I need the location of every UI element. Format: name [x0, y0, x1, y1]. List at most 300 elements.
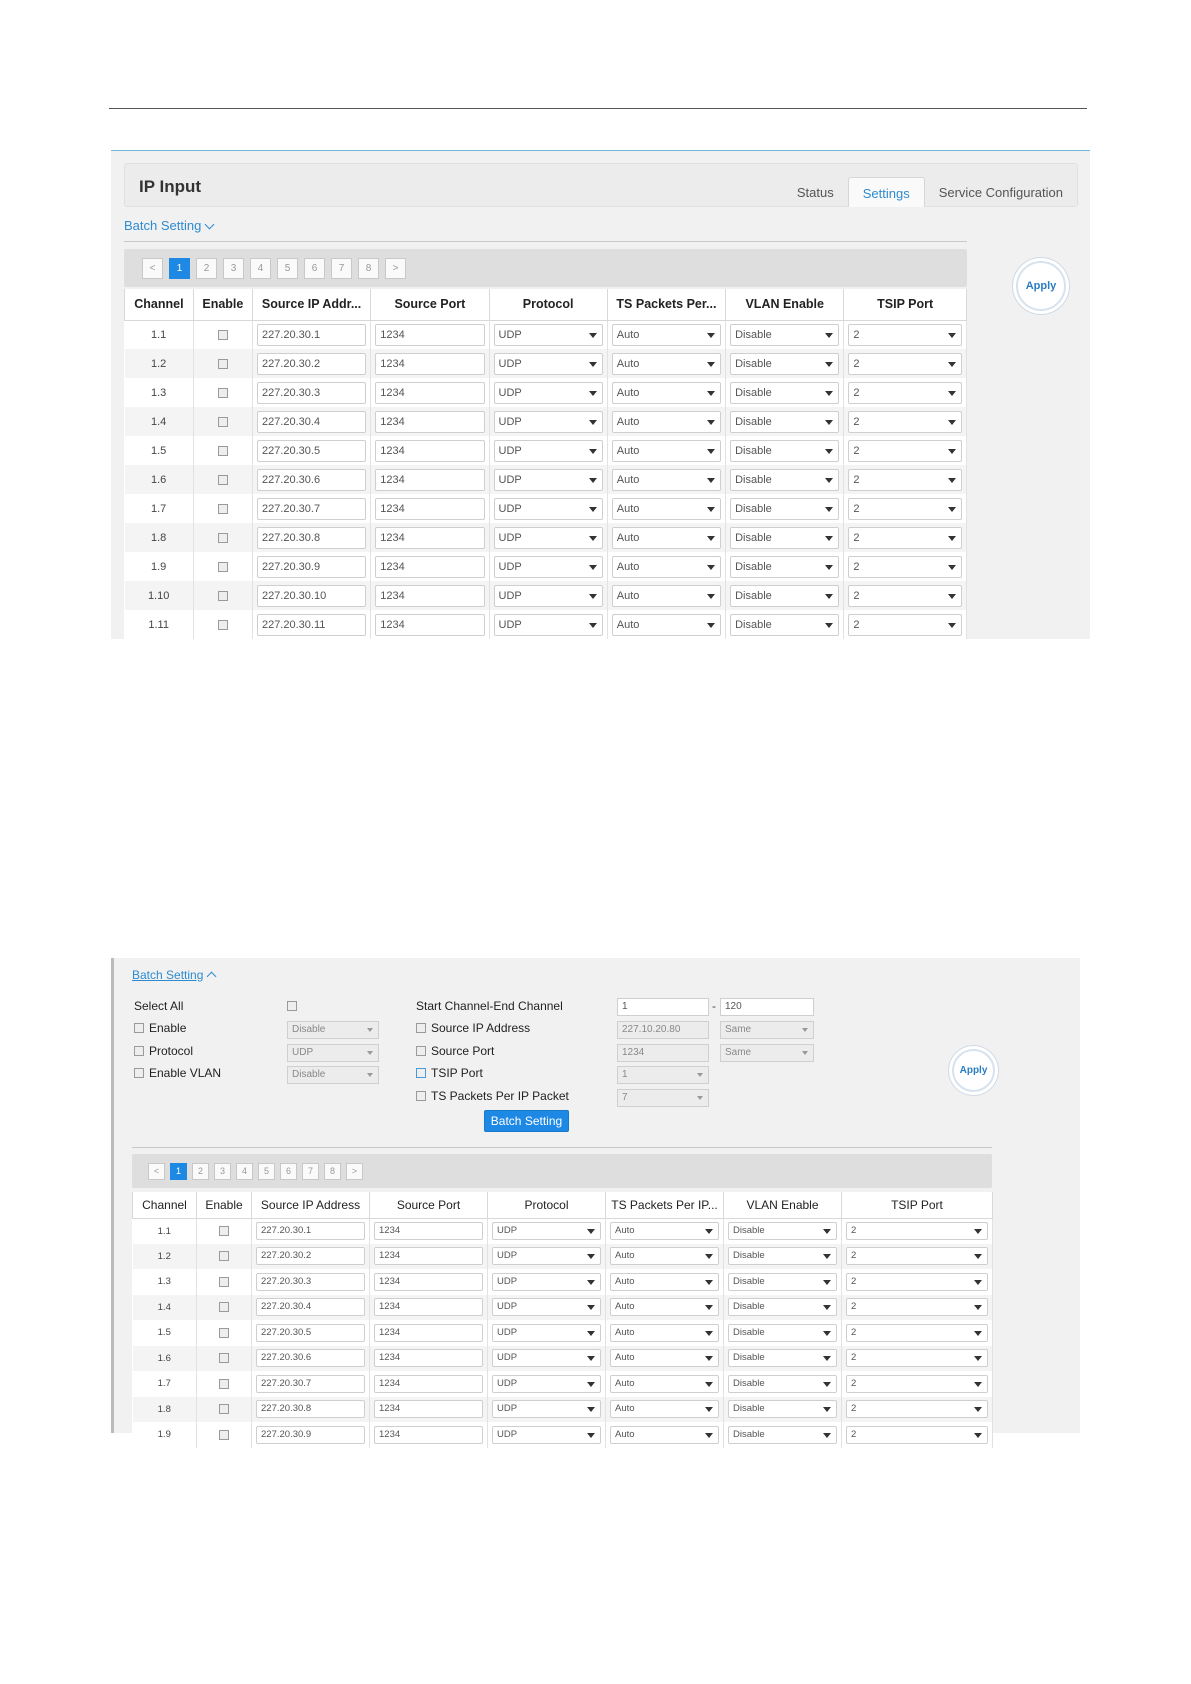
- ts-packets-select[interactable]: Auto: [612, 498, 721, 520]
- protocol-select[interactable]: UDP: [492, 1375, 601, 1393]
- tsip-port-select[interactable]: 2: [846, 1324, 988, 1342]
- protocol-select[interactable]: UDP: [492, 1349, 601, 1367]
- channel-cell: 1.9: [133, 1422, 197, 1448]
- source-port-input[interactable]: 1234: [374, 1324, 483, 1342]
- pager-page-7[interactable]: 7: [302, 1163, 319, 1180]
- enable-checkbox[interactable]: [218, 562, 228, 572]
- ts-packets-select[interactable]: Auto: [612, 411, 721, 433]
- pager-page-2[interactable]: 2: [192, 1163, 209, 1180]
- ts-packets-select[interactable]: Auto: [612, 556, 721, 578]
- vlan-enable-select[interactable]: Disable: [730, 411, 839, 433]
- pager-page-3[interactable]: 3: [223, 258, 244, 279]
- ts-packets-cell: [606, 1295, 724, 1321]
- tsip-port-select[interactable]: 2: [848, 527, 962, 549]
- batch-ip-input[interactable]: 227.10.20.80: [617, 1021, 709, 1039]
- vlan-enable-select[interactable]: Disable: [730, 614, 839, 636]
- enable-checkbox[interactable]: [219, 1353, 229, 1363]
- vlan-enable-select[interactable]: Disable: [728, 1273, 837, 1291]
- tsip-port-cell: [842, 1371, 993, 1397]
- tsip-port-select[interactable]: 2: [848, 324, 962, 346]
- source-ip-input[interactable]: 227.20.30.8: [257, 527, 366, 549]
- protocol-select[interactable]: UDP: [494, 614, 603, 636]
- protocol-select[interactable]: UDP: [494, 440, 603, 462]
- tab-settings[interactable]: Settings: [848, 177, 925, 207]
- source-ip-input[interactable]: 227.20.30.6: [257, 469, 366, 491]
- channel-cell: 1.2: [125, 349, 194, 378]
- batch-enable-checkbox[interactable]: [134, 1023, 144, 1033]
- ts-packets-cell: [606, 1346, 724, 1372]
- source-port-input[interactable]: 1234: [375, 498, 484, 520]
- ts-packets-cell: [606, 1320, 724, 1346]
- source-ip-cell: [252, 1346, 370, 1372]
- ts-packets-select[interactable]: Auto: [612, 440, 721, 462]
- ts-packets-select[interactable]: Auto: [610, 1400, 719, 1418]
- tsip-port-select[interactable]: 2: [848, 498, 962, 520]
- tsip-port-cell: [844, 494, 967, 523]
- vlan-enable-select[interactable]: Disable: [728, 1324, 837, 1342]
- batch-ts-checkbox[interactable]: [416, 1091, 426, 1101]
- vlan-enable-select[interactable]: Disable: [730, 382, 839, 404]
- batch-enable-label: Enable: [149, 1021, 187, 1035]
- source-port-input[interactable]: 1234: [375, 440, 484, 462]
- vlan-enable-select[interactable]: Disable: [728, 1400, 837, 1418]
- channel-cell: 1.9: [125, 552, 194, 581]
- source-port-cell: [371, 465, 489, 494]
- ts-packets-select[interactable]: Auto: [610, 1375, 719, 1393]
- source-port-input[interactable]: 1234: [375, 585, 484, 607]
- source-port-input[interactable]: 1234: [374, 1400, 483, 1418]
- source-ip-input[interactable]: 227.20.30.3: [256, 1273, 365, 1291]
- tsip-port-select[interactable]: 2: [848, 411, 962, 433]
- pager-page-8[interactable]: 8: [358, 258, 379, 279]
- tsip-port-select[interactable]: 2: [848, 382, 962, 404]
- tsip-port-select[interactable]: 2: [848, 440, 962, 462]
- enable-cell: [197, 1295, 252, 1321]
- range-start-input[interactable]: 1: [617, 998, 709, 1016]
- source-port-cell: [371, 581, 489, 610]
- source-port-cell: [370, 1346, 488, 1372]
- tsip-port-select[interactable]: 2: [846, 1375, 988, 1393]
- enable-checkbox[interactable]: [218, 475, 228, 485]
- ts-packets-select[interactable]: Auto: [612, 382, 721, 404]
- source-port-input[interactable]: 1234: [374, 1375, 483, 1393]
- source-port-input[interactable]: 1234: [375, 353, 484, 375]
- ts-packets-select[interactable]: Auto: [612, 469, 721, 491]
- vlan-enable-cell: [724, 1269, 842, 1295]
- source-ip-cell: [252, 320, 370, 349]
- protocol-select[interactable]: UDP: [494, 353, 603, 375]
- vlan-enable-cell: [726, 494, 844, 523]
- channel-range-label: Start Channel-End Channel: [416, 999, 563, 1013]
- ts-packets-select[interactable]: Auto: [610, 1349, 719, 1367]
- batch-protocol-select[interactable]: UDP: [287, 1044, 379, 1062]
- protocol-select[interactable]: UDP: [492, 1400, 601, 1418]
- select-all-checkbox[interactable]: [287, 1001, 297, 1011]
- table-row: [133, 1346, 993, 1372]
- source-ip-cell: [252, 1371, 370, 1397]
- tsip-port-cell: [842, 1244, 993, 1270]
- source-ip-input[interactable]: 227.20.30.10: [257, 585, 366, 607]
- source-port-input[interactable]: 1234: [374, 1426, 483, 1444]
- protocol-select[interactable]: UDP: [494, 556, 603, 578]
- tsip-port-select[interactable]: 2: [848, 585, 962, 607]
- batch-vlan-checkbox[interactable]: [134, 1068, 144, 1078]
- vlan-enable-select[interactable]: Disable: [730, 498, 839, 520]
- source-port-input[interactable]: 1234: [375, 469, 484, 491]
- source-port-cell: [371, 523, 489, 552]
- tab-service-configuration[interactable]: Service Configuration: [938, 185, 1063, 200]
- ts-packets-cell: [607, 494, 725, 523]
- source-ip-cell: [252, 1218, 370, 1244]
- vlan-enable-cell: [726, 552, 844, 581]
- table-row: [133, 1244, 993, 1270]
- tsip-port-select[interactable]: 2: [848, 469, 962, 491]
- enable-cell: [197, 1244, 252, 1270]
- col-source-port-header: Source Port: [371, 289, 489, 320]
- ts-packets-select[interactable]: Auto: [612, 527, 721, 549]
- table-row: [133, 1269, 993, 1295]
- enable-checkbox[interactable]: [218, 504, 228, 514]
- page-header: [124, 163, 1078, 207]
- source-ip-input[interactable]: 227.20.30.11: [257, 614, 366, 636]
- enable-checkbox[interactable]: [219, 1379, 229, 1389]
- vlan-enable-select[interactable]: Disable: [728, 1426, 837, 1444]
- protocol-cell: [489, 436, 607, 465]
- col-source-ip-header: Source IP Address: [252, 1192, 370, 1218]
- pager-page-6[interactable]: 6: [280, 1163, 297, 1180]
- tsip-port-cell: [842, 1218, 993, 1244]
- source-ip-input[interactable]: 227.20.30.9: [256, 1426, 365, 1444]
- ts-packets-cell: [606, 1269, 724, 1295]
- col-enable-header: Enable: [193, 289, 252, 320]
- source-port-input[interactable]: 1234: [375, 324, 484, 346]
- source-ip-input[interactable]: 227.20.30.4: [256, 1298, 365, 1316]
- batch-enable-select[interactable]: Disable: [287, 1021, 379, 1039]
- enable-checkbox[interactable]: [218, 591, 228, 601]
- source-port-cell: [371, 349, 489, 378]
- source-port-cell: [371, 407, 489, 436]
- batch-ip-mode-select[interactable]: Same: [720, 1021, 814, 1039]
- batch-vlan-row: [134, 1066, 221, 1080]
- source-ip-cell: [252, 1295, 370, 1321]
- protocol-select[interactable]: UDP: [492, 1222, 601, 1240]
- source-ip-cell: [252, 1397, 370, 1423]
- source-port-input[interactable]: 1234: [375, 411, 484, 433]
- enable-checkbox[interactable]: [219, 1277, 229, 1287]
- batch-port-label: Source Port: [431, 1044, 495, 1058]
- batch-tsip-row: [416, 1066, 483, 1080]
- col-source-port-header: Source Port: [370, 1192, 488, 1218]
- channel-cell: 1.10: [125, 581, 194, 610]
- source-port-input[interactable]: 1234: [374, 1273, 483, 1291]
- vlan-enable-select[interactable]: Disable: [730, 324, 839, 346]
- enable-checkbox[interactable]: [219, 1302, 229, 1312]
- batch-tsip-checkbox[interactable]: [416, 1068, 426, 1078]
- vlan-enable-select[interactable]: Disable: [730, 469, 839, 491]
- ts-packets-select[interactable]: Auto: [610, 1426, 719, 1444]
- tsip-port-select[interactable]: 2: [848, 353, 962, 375]
- ts-packets-select[interactable]: Auto: [610, 1298, 719, 1316]
- col-tsip-port-header: TSIP Port: [844, 289, 967, 320]
- batch-port-checkbox[interactable]: [416, 1046, 426, 1056]
- ts-packets-select[interactable]: Auto: [610, 1273, 719, 1291]
- protocol-select[interactable]: UDP: [492, 1298, 601, 1316]
- tsip-port-select[interactable]: 2: [848, 614, 962, 636]
- channel-cell: 1.3: [133, 1269, 197, 1295]
- pager-page-6[interactable]: 6: [304, 258, 325, 279]
- vlan-enable-cell: [724, 1244, 842, 1270]
- vlan-enable-select[interactable]: Disable: [728, 1349, 837, 1367]
- enable-cell: [197, 1422, 252, 1448]
- tsip-port-select[interactable]: 2: [848, 556, 962, 578]
- vlan-enable-select[interactable]: Disable: [728, 1298, 837, 1316]
- batch-ts-select[interactable]: 7: [617, 1089, 709, 1107]
- tsip-port-select[interactable]: 2: [846, 1222, 988, 1240]
- pager-next-button[interactable]: >: [385, 258, 406, 279]
- enable-checkbox[interactable]: [218, 417, 228, 427]
- batch-setting-button[interactable]: Batch Setting: [484, 1110, 569, 1132]
- protocol-cell: [489, 320, 607, 349]
- batch-setting-toggle[interactable]: [132, 968, 215, 982]
- tsip-port-select[interactable]: 2: [846, 1273, 988, 1291]
- source-ip-input[interactable]: 227.20.30.2: [256, 1247, 365, 1265]
- pager-page-5[interactable]: 5: [258, 1163, 275, 1180]
- batch-tsip-select[interactable]: 1: [617, 1066, 709, 1084]
- protocol-cell: [489, 465, 607, 494]
- col-vlan-enable-header: VLAN Enable: [724, 1192, 842, 1218]
- source-port-cell: [371, 610, 489, 639]
- vlan-enable-cell: [726, 378, 844, 407]
- protocol-select[interactable]: UDP: [494, 527, 603, 549]
- source-port-input[interactable]: 1234: [375, 556, 484, 578]
- channel-cell: 1.5: [125, 436, 194, 465]
- tsip-port-cell: [844, 465, 967, 494]
- source-port-cell: [371, 320, 489, 349]
- ip-input-settings-screenshot: [111, 150, 1090, 639]
- enable-cell: [197, 1218, 252, 1244]
- enable-cell: [193, 581, 252, 610]
- protocol-cell: [489, 349, 607, 378]
- batch-vlan-select[interactable]: Disable: [287, 1066, 379, 1084]
- tsip-port-select[interactable]: 2: [846, 1400, 988, 1418]
- enable-cell: [197, 1269, 252, 1295]
- vlan-enable-cell: [724, 1295, 842, 1321]
- enable-checkbox[interactable]: [219, 1251, 229, 1261]
- vlan-enable-cell: [726, 465, 844, 494]
- pager-page-5[interactable]: 5: [277, 258, 298, 279]
- pager-page-2[interactable]: 2: [196, 258, 217, 279]
- source-ip-cell: [252, 1269, 370, 1295]
- table-row: [133, 1371, 993, 1397]
- protocol-cell: [488, 1371, 606, 1397]
- source-ip-cell: [252, 523, 370, 552]
- protocol-cell: [489, 610, 607, 639]
- vlan-enable-select[interactable]: Disable: [730, 353, 839, 375]
- ts-packets-cell: [606, 1218, 724, 1244]
- source-port-cell: [370, 1422, 488, 1448]
- enable-checkbox[interactable]: [218, 533, 228, 543]
- source-port-cell: [370, 1371, 488, 1397]
- source-port-input[interactable]: 1234: [375, 527, 484, 549]
- range-end-input[interactable]: 120: [720, 998, 814, 1016]
- enable-cell: [197, 1346, 252, 1372]
- tsip-port-cell: [844, 378, 967, 407]
- range-separator: -: [712, 999, 716, 1013]
- ts-packets-cell: [607, 436, 725, 465]
- vlan-enable-select[interactable]: Disable: [730, 440, 839, 462]
- vlan-enable-select[interactable]: Disable: [730, 527, 839, 549]
- source-ip-input[interactable]: 227.20.30.1: [256, 1222, 365, 1240]
- table-row: [125, 436, 967, 465]
- source-ip-cell: [252, 378, 370, 407]
- pager-page-1[interactable]: 1: [169, 258, 190, 279]
- col-channel-header: Channel: [125, 289, 194, 320]
- source-ip-input[interactable]: 227.20.30.7: [256, 1375, 365, 1393]
- source-ip-input[interactable]: 227.20.30.5: [257, 440, 366, 462]
- ts-packets-select[interactable]: Auto: [610, 1247, 719, 1265]
- batch-protocol-checkbox[interactable]: [134, 1046, 144, 1056]
- table-row: [125, 523, 967, 552]
- source-ip-input[interactable]: 227.20.30.6: [256, 1349, 365, 1367]
- source-ip-cell: [252, 1422, 370, 1448]
- vlan-enable-cell: [724, 1422, 842, 1448]
- ts-packets-select[interactable]: Auto: [612, 353, 721, 375]
- divider: [132, 1147, 992, 1148]
- pager-page-4[interactable]: 4: [236, 1163, 253, 1180]
- source-ip-input[interactable]: 227.20.30.7: [257, 498, 366, 520]
- batch-ip-checkbox[interactable]: [416, 1023, 426, 1033]
- batch-setting-toggle[interactable]: [124, 218, 213, 233]
- apply-button[interactable]: Apply: [1016, 261, 1066, 311]
- enable-checkbox[interactable]: [219, 1328, 229, 1338]
- ts-packets-select[interactable]: Auto: [612, 585, 721, 607]
- channel-cell: 1.4: [133, 1295, 197, 1321]
- pager-prev-button[interactable]: <: [142, 258, 163, 279]
- channel-cell: 1.8: [125, 523, 194, 552]
- source-ip-input[interactable]: 227.20.30.9: [257, 556, 366, 578]
- protocol-select[interactable]: UDP: [494, 324, 603, 346]
- batch-tsip-label: TSIP Port: [431, 1066, 483, 1080]
- ts-packets-cell: [607, 407, 725, 436]
- vlan-enable-cell: [726, 610, 844, 639]
- vlan-enable-select[interactable]: Disable: [730, 585, 839, 607]
- source-ip-input[interactable]: 227.20.30.3: [257, 382, 366, 404]
- col-protocol-header: Protocol: [489, 289, 607, 320]
- table-header-row: [133, 1192, 993, 1218]
- ts-packets-cell: [607, 523, 725, 552]
- protocol-select[interactable]: UDP: [494, 411, 603, 433]
- batch-ts-row: [416, 1089, 569, 1103]
- protocol-cell: [489, 407, 607, 436]
- apply-button[interactable]: Apply: [952, 1049, 995, 1092]
- enable-checkbox[interactable]: [219, 1226, 229, 1236]
- source-ip-input[interactable]: 227.20.30.2: [257, 353, 366, 375]
- tsip-port-select[interactable]: 2: [846, 1247, 988, 1265]
- ts-packets-select[interactable]: Auto: [612, 324, 721, 346]
- tsip-port-cell: [842, 1320, 993, 1346]
- source-port-input[interactable]: 1234: [374, 1298, 483, 1316]
- enable-checkbox[interactable]: [218, 446, 228, 456]
- source-ip-cell: [252, 610, 370, 639]
- protocol-select[interactable]: UDP: [492, 1247, 601, 1265]
- pager-page-3[interactable]: 3: [214, 1163, 231, 1180]
- protocol-select[interactable]: UDP: [492, 1273, 601, 1291]
- batch-port-input[interactable]: 1234: [617, 1044, 709, 1062]
- enable-checkbox[interactable]: [218, 620, 228, 630]
- pager-next-button[interactable]: >: [346, 1163, 363, 1180]
- protocol-select[interactable]: UDP: [494, 382, 603, 404]
- protocol-cell: [488, 1346, 606, 1372]
- tsip-port-cell: [842, 1295, 993, 1321]
- source-port-cell: [371, 378, 489, 407]
- channel-cell: 1.2: [133, 1244, 197, 1270]
- ts-packets-cell: [607, 581, 725, 610]
- enable-checkbox[interactable]: [218, 388, 228, 398]
- ts-packets-cell: [606, 1244, 724, 1270]
- enable-checkbox[interactable]: [219, 1404, 229, 1414]
- enable-checkbox[interactable]: [218, 359, 228, 369]
- chevron-up-icon: [207, 972, 217, 982]
- protocol-select[interactable]: UDP: [494, 469, 603, 491]
- ts-packets-select[interactable]: Auto: [612, 614, 721, 636]
- source-port-input[interactable]: 1234: [374, 1349, 483, 1367]
- source-ip-input[interactable]: 227.20.30.1: [257, 324, 366, 346]
- pager-page-1[interactable]: 1: [170, 1163, 187, 1180]
- source-ip-input[interactable]: 227.20.30.8: [256, 1400, 365, 1418]
- vlan-enable-cell: [724, 1320, 842, 1346]
- vlan-enable-select[interactable]: Disable: [728, 1375, 837, 1393]
- pager-page-4[interactable]: 4: [250, 258, 271, 279]
- pager-page-7[interactable]: 7: [331, 258, 352, 279]
- source-port-input[interactable]: 1234: [375, 382, 484, 404]
- tsip-port-select[interactable]: 2: [846, 1298, 988, 1316]
- col-tsip-port-header: TSIP Port: [842, 1192, 993, 1218]
- tsip-port-select[interactable]: 2: [846, 1349, 988, 1367]
- protocol-select[interactable]: UDP: [492, 1324, 601, 1342]
- vlan-enable-select[interactable]: Disable: [728, 1222, 837, 1240]
- batch-ip-label: Source IP Address: [431, 1021, 531, 1035]
- source-port-input[interactable]: 1234: [374, 1247, 483, 1265]
- source-ip-input[interactable]: 227.20.30.5: [256, 1324, 365, 1342]
- enable-checkbox[interactable]: [218, 330, 228, 340]
- protocol-select[interactable]: UDP: [492, 1426, 601, 1444]
- source-ip-input[interactable]: 227.20.30.4: [257, 411, 366, 433]
- source-port-cell: [371, 436, 489, 465]
- tsip-port-select[interactable]: 2: [846, 1426, 988, 1444]
- page-title: IP Input: [139, 177, 202, 196]
- source-port-input[interactable]: 1234: [375, 614, 484, 636]
- vlan-enable-cell: [724, 1371, 842, 1397]
- ts-packets-cell: [607, 349, 725, 378]
- enable-checkbox[interactable]: [219, 1430, 229, 1440]
- protocol-select[interactable]: UDP: [494, 498, 603, 520]
- ts-packets-select[interactable]: Auto: [610, 1222, 719, 1240]
- pager-prev-button[interactable]: <: [148, 1163, 165, 1180]
- protocol-select[interactable]: UDP: [494, 585, 603, 607]
- vlan-enable-select[interactable]: Disable: [728, 1247, 837, 1265]
- page-header-rule: [109, 108, 1087, 109]
- enable-cell: [193, 610, 252, 639]
- pager-page-8[interactable]: 8: [324, 1163, 341, 1180]
- protocol-cell: [488, 1422, 606, 1448]
- source-port-input[interactable]: 1234: [374, 1222, 483, 1240]
- channel-cell: 1.5: [133, 1320, 197, 1346]
- col-vlan-enable-header: VLAN Enable: [726, 289, 844, 320]
- ts-packets-select[interactable]: Auto: [610, 1324, 719, 1342]
- vlan-enable-select[interactable]: Disable: [730, 556, 839, 578]
- tab-status[interactable]: Status: [796, 185, 834, 200]
- batch-port-mode-select[interactable]: Same: [720, 1044, 814, 1062]
